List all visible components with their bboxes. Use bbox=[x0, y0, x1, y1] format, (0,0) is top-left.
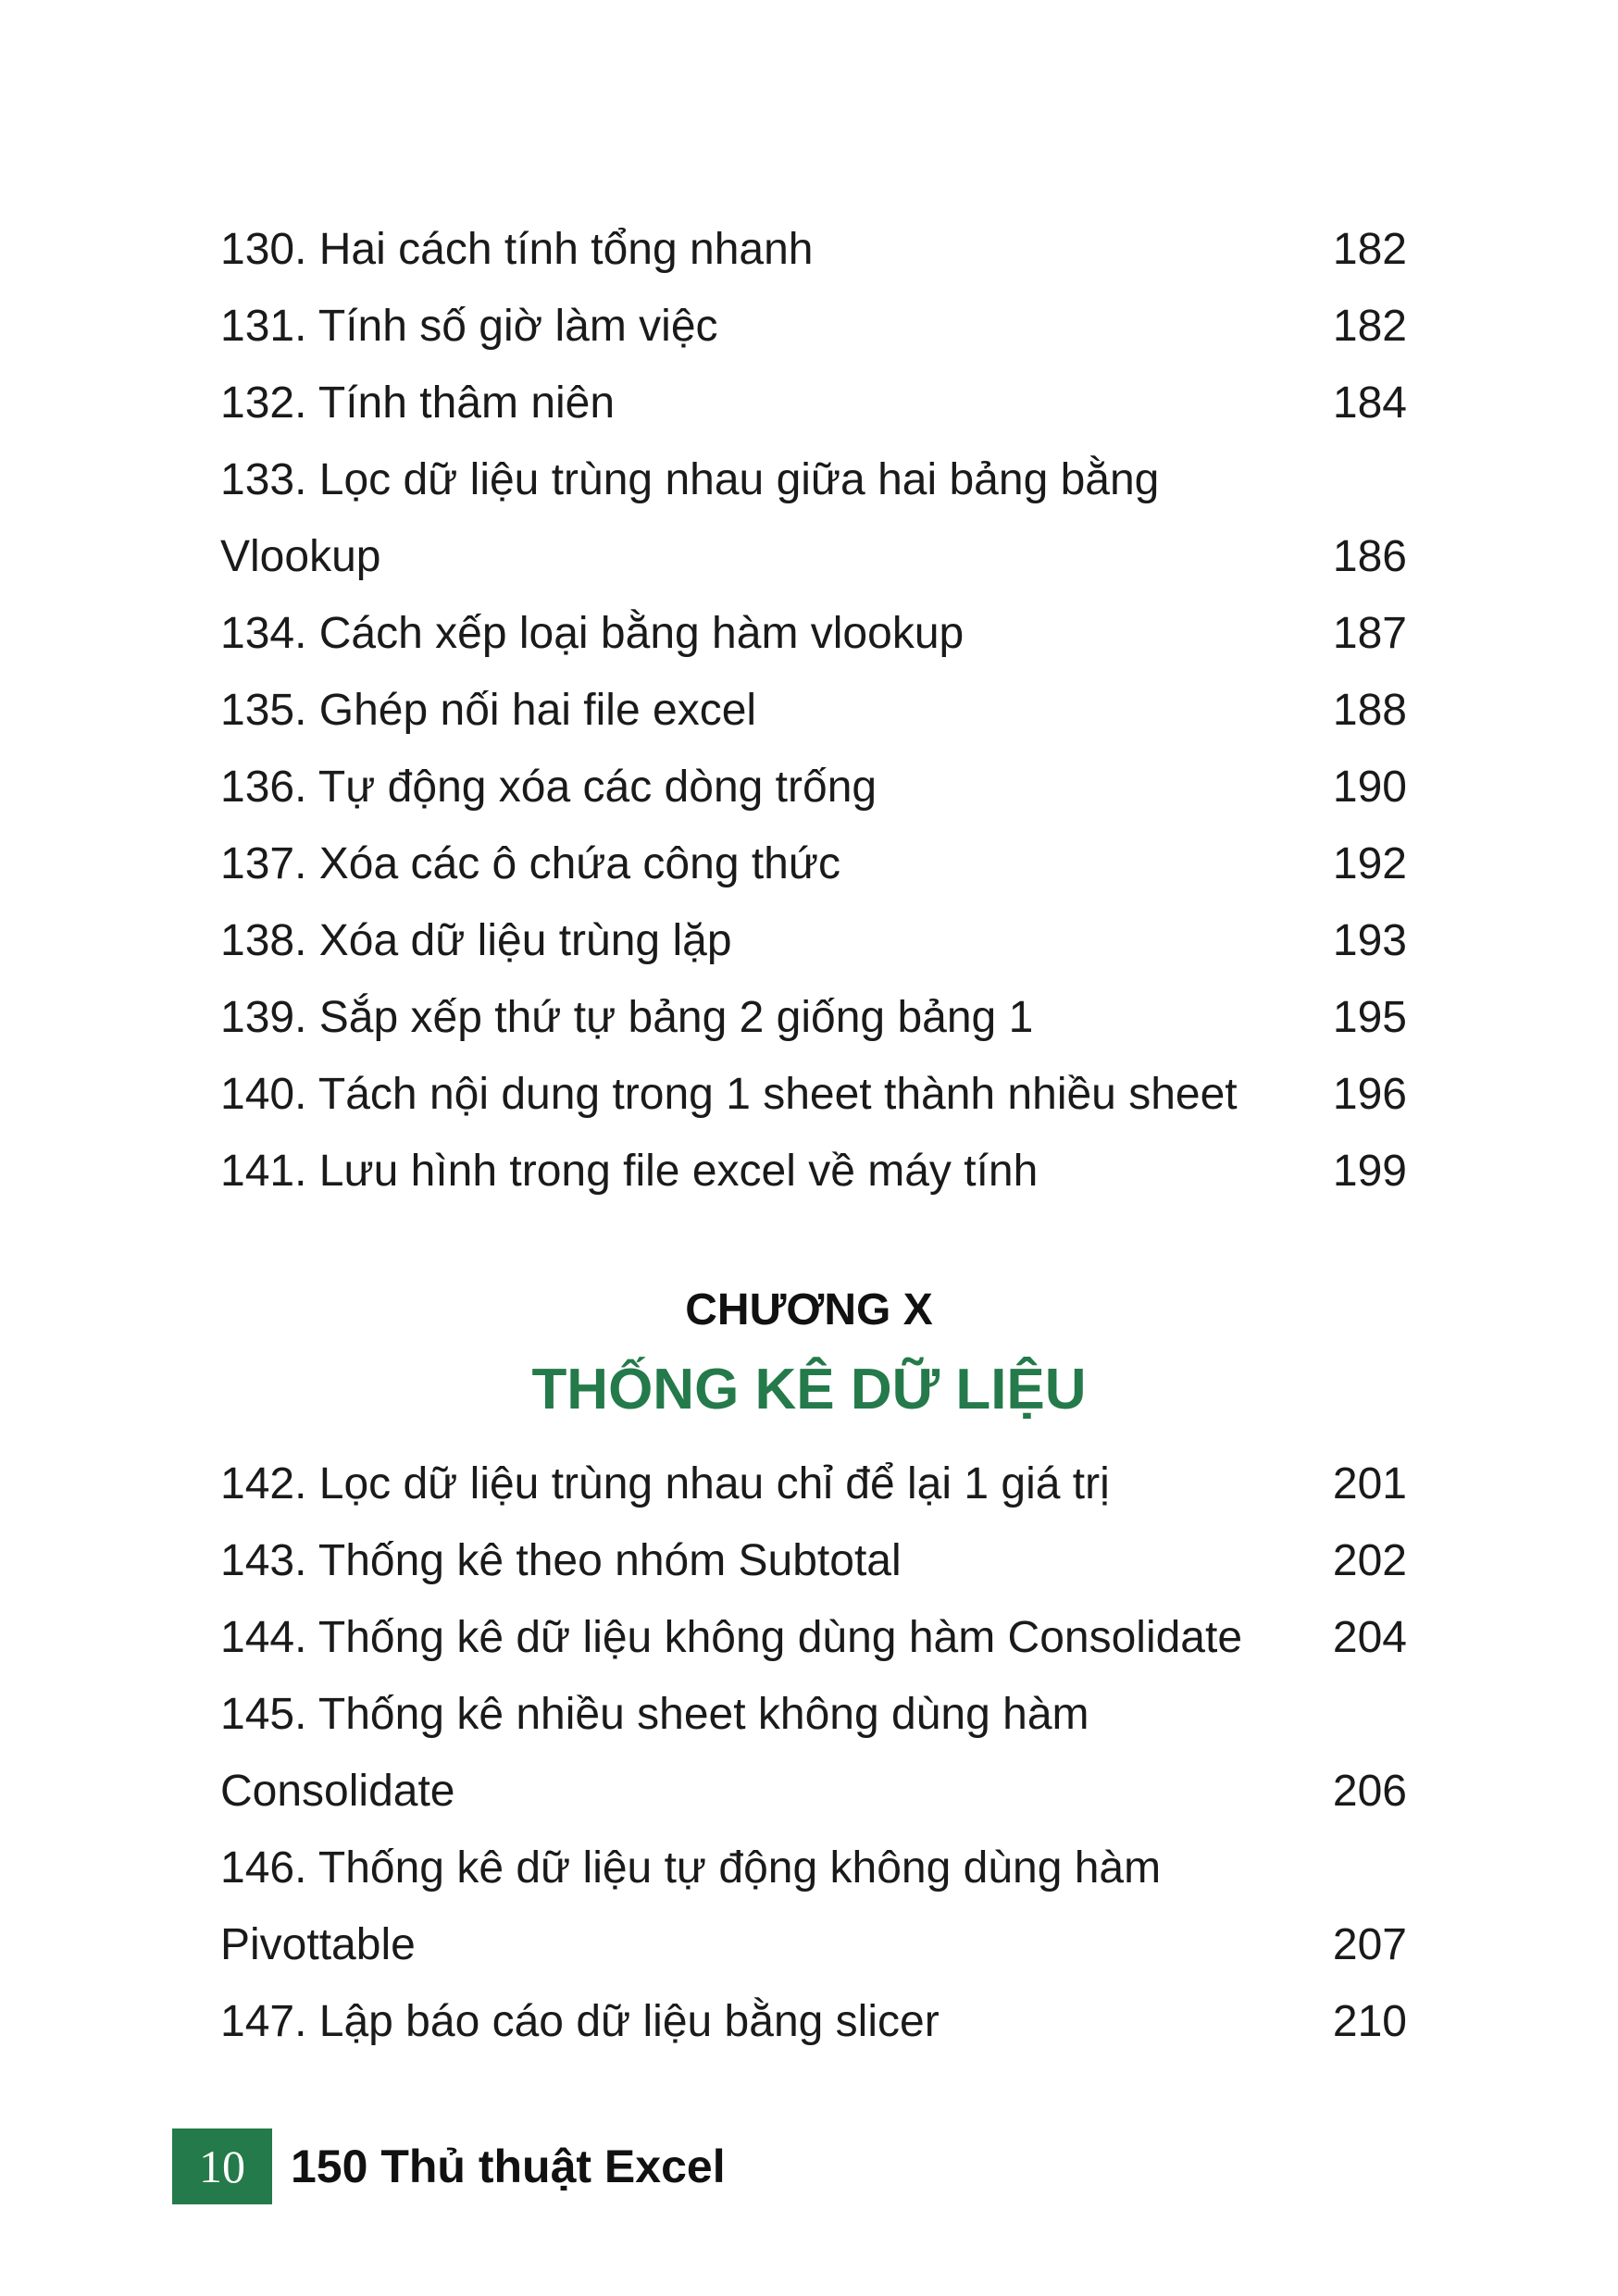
toc-entry-page: 202 bbox=[1332, 1536, 1407, 1585]
toc-entry bbox=[220, 749, 1407, 825]
toc-entry-page: 204 bbox=[1332, 1613, 1407, 1662]
toc-section-1 bbox=[220, 211, 1407, 1210]
toc-section-2 bbox=[220, 1446, 1407, 2060]
toc-entry-page: 196 bbox=[1332, 1070, 1407, 1119]
toc-entry-title: 141. Lưu hình trong file excel về máy tính bbox=[220, 1147, 1039, 1196]
toc-list-1 bbox=[220, 211, 1407, 1210]
toc-entry bbox=[220, 825, 1407, 902]
toc-entry bbox=[220, 1983, 1407, 2060]
toc-entry bbox=[220, 288, 1407, 365]
toc-entry-page: 184 bbox=[1332, 379, 1407, 428]
toc-entry-title: 134. Cách xếp loại bằng hàm vlookup bbox=[220, 609, 965, 658]
book-title: 150 Thủ thuật Excel bbox=[291, 2141, 726, 2192]
toc-entry bbox=[220, 902, 1407, 979]
toc-entry bbox=[220, 441, 1407, 518]
toc-entry-title: 143. Thống kê theo nhóm Subtotal bbox=[220, 1536, 902, 1585]
toc-entry-title: 147. Lập báo cáo dữ liệu bằng slicer bbox=[220, 1997, 940, 2046]
toc-entry bbox=[220, 211, 1407, 288]
toc-entry-title: 146. Thống kê dữ liệu tự động không dùng hàm bbox=[220, 1843, 1162, 1893]
toc-entry-title: Vlookup bbox=[220, 532, 381, 581]
page-footer bbox=[172, 2128, 726, 2204]
toc-entry bbox=[220, 1446, 1407, 1522]
toc-entry bbox=[220, 979, 1407, 1056]
toc-entry-title: 145. Thống kê nhiều sheet không dùng hàm bbox=[220, 1690, 1089, 1739]
toc-entry-title: 142. Lọc dữ liệu trùng nhau chỉ để lại 1 giá trị bbox=[220, 1459, 1110, 1508]
toc-entry-title: Consolidate bbox=[220, 1767, 455, 1816]
toc-list-2 bbox=[220, 1446, 1407, 2060]
toc-entry-page: 210 bbox=[1332, 1997, 1407, 2046]
toc-entry-title: 144. Thống kê dữ liệu không dùng hàm Consolidate bbox=[220, 1613, 1243, 1662]
toc-entry bbox=[220, 1676, 1407, 1753]
toc-entry-title: 135. Ghép nối hai file excel bbox=[220, 686, 757, 735]
toc-entry-title: 137. Xóa các ô chứa công thức bbox=[220, 839, 841, 888]
toc-entry-page: 188 bbox=[1332, 686, 1407, 735]
toc-entry-page: 195 bbox=[1332, 993, 1407, 1042]
toc-entry-page: 186 bbox=[1332, 532, 1407, 581]
toc-entry bbox=[220, 1133, 1407, 1210]
toc-entry bbox=[220, 1906, 1407, 1983]
toc-entry bbox=[220, 1056, 1407, 1133]
toc-entry-page: 207 bbox=[1332, 1920, 1407, 1969]
toc-entry bbox=[220, 672, 1407, 749]
toc-entry-title: 139. Sắp xếp thứ tự bảng 2 giống bảng 1 bbox=[220, 993, 1034, 1042]
toc-entry-page: 201 bbox=[1332, 1459, 1407, 1508]
toc-entry bbox=[220, 518, 1407, 595]
toc-entry-title: 133. Lọc dữ liệu trùng nhau giữa hai bảng bằng bbox=[220, 455, 1160, 504]
chapter-label: CHƯƠNG X bbox=[685, 1285, 933, 1334]
toc-entry-page: 182 bbox=[1332, 302, 1407, 351]
chapter-title: THỐNG KÊ DỮ LIỆU bbox=[531, 1358, 1087, 1421]
toc-entry bbox=[220, 1753, 1407, 1830]
toc-entry bbox=[220, 1830, 1407, 1906]
toc-entry-page: 187 bbox=[1332, 609, 1407, 658]
toc-entry-title: 136. Tự động xóa các dòng trống bbox=[220, 763, 877, 812]
toc-entry-title: 140. Tách nội dung trong 1 sheet thành nhiều sheet bbox=[220, 1070, 1238, 1119]
page-number: 10 bbox=[172, 2128, 272, 2204]
toc-entry-title: 130. Hai cách tính tổng nhanh bbox=[220, 225, 814, 274]
toc-entry bbox=[220, 1522, 1407, 1599]
toc-entry-title: Pivottable bbox=[220, 1920, 416, 1969]
toc-entry bbox=[220, 1599, 1407, 1676]
toc-entry bbox=[220, 595, 1407, 672]
toc-entry-page: 199 bbox=[1332, 1147, 1407, 1196]
toc-entry-page: 206 bbox=[1332, 1767, 1407, 1816]
toc-entry-title: 132. Tính thâm niên bbox=[220, 379, 616, 428]
toc-entry-page: 182 bbox=[1332, 225, 1407, 274]
toc-entry-page: 190 bbox=[1332, 763, 1407, 812]
toc-entry-page: 193 bbox=[1332, 916, 1407, 965]
toc-entry-title: 138. Xóa dữ liệu trùng lặp bbox=[220, 916, 732, 965]
toc-entry-page: 192 bbox=[1332, 839, 1407, 888]
toc-entry bbox=[220, 365, 1407, 441]
toc-entry-title: 131. Tính số giờ làm việc bbox=[220, 302, 718, 351]
